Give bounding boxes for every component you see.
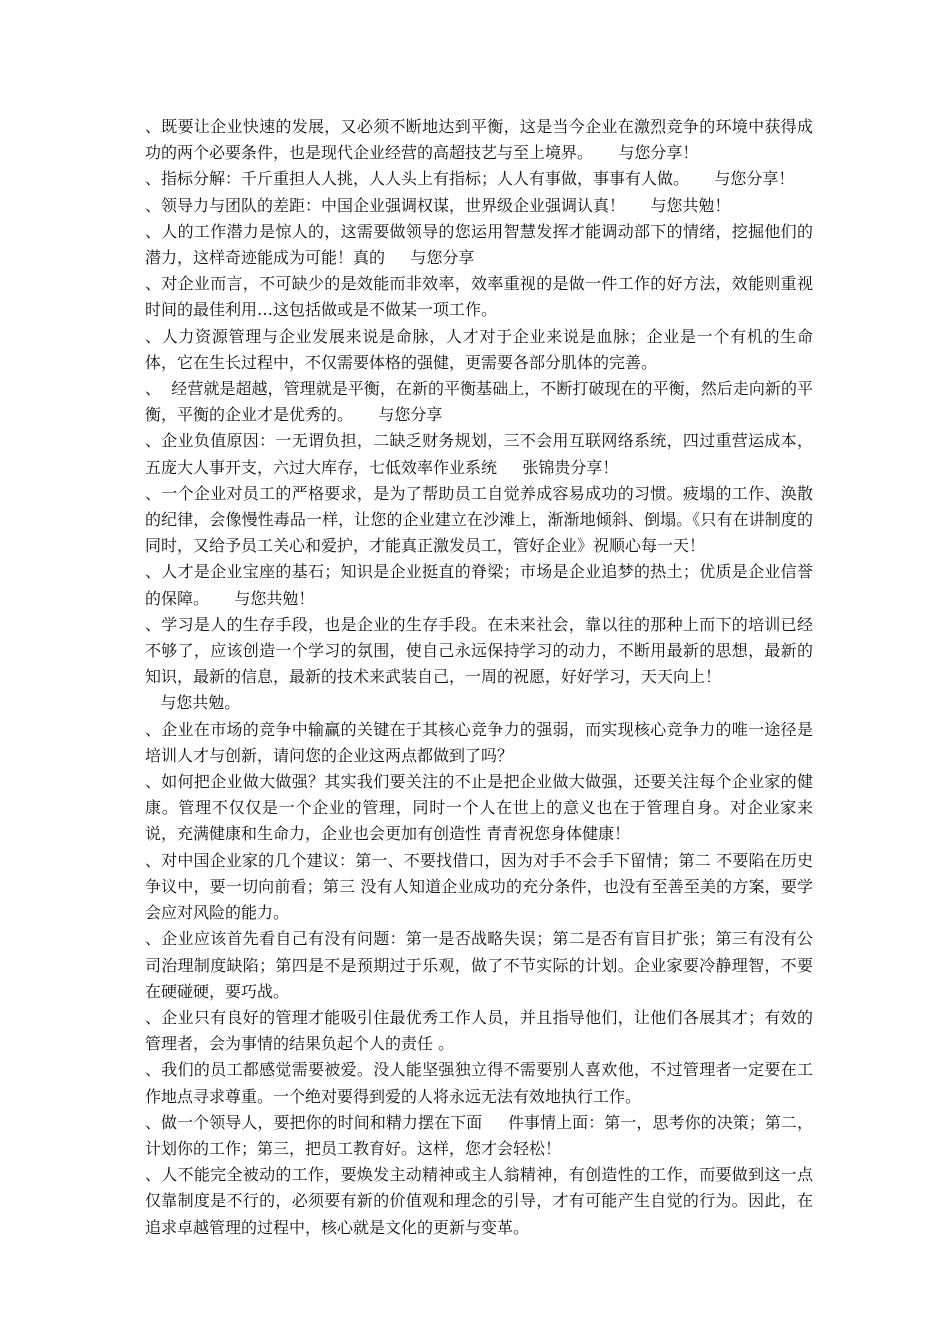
paragraph: 、人不能完全被动的工作，要焕发主动精神或主人翁精神，有创造性的工作，而要做到这一点仅靠制度是不行的，必须要有新的价值观和理念的引导，才有可能产生自觉的行为。因此，在追求卓越管理的过程中，核心就是文化的更新与变革。 [145, 1165, 813, 1237]
document-body [145, 114, 813, 1241]
paragraph: 、学习是人的生存手段，也是企业的生存手段。在未来社会，靠以往的那种上而下的培训已经不够了，应该创造一个学习的氛围，使自己永远保持学习的动力，不断用最新的思想，最新的知识，最新的信息，最新的技术来武装自己，一周的祝愿，好好学习，天天向上！ 与您共勉。 [145, 614, 813, 713]
paragraph: 、人才是企业宝座的基石；知识是企业挺直的脊梁；市场是企业追梦的热土；优质是企业信誉的保障。 与您共勉！ [145, 562, 813, 608]
paragraph: 、对中国企业家的几个建议：第一、不要找借口，因为对手不会手下留情；第二 不要陷在历史争议中，要一切向前看；第三 没有人知道企业成功的充分条件，也没有至善至美的方案，要学会应对风险的能力。 [145, 850, 813, 923]
paragraph: 、企业在市场的竞争中输赢的关键在于其核心竞争力的强弱，而实现核心竞争力的唯一途径是培训人才与创新，请问您的企业这两点都做到了吗？ [145, 719, 813, 765]
paragraph: 、企业负值原因：一无谓负担，二缺乏财务规划，三不会用互联网络系统，四过重营运成本，五庞大人事开支，六过大库存，七低效率作业系统 张锦贵分享！ [145, 431, 813, 477]
paragraph: 、领导力与团队的差距：中国企业强调权谋，世界级企业强调认真！ 与您共勉！ [145, 195, 731, 215]
paragraph: 、人的工作潜力是惊人的，这需要做领导的您运用智慧发挥才能调动部下的情绪，挖掘他们的潜力，这样奇迹能成为可能！真的 与您分享 [145, 221, 813, 268]
paragraph: 、我们的员工都感觉需要被爱。没人能坚强独立得不需要别人喜欢他，不过管理者一定要在工作地点寻求尊重。一个绝对要得到爱的人将永远无法有效地执行工作。 [145, 1060, 813, 1106]
paragraph: 、对企业而言，不可缺少的是效能而非效率，效率重视的是做一件工作的好方法，效能则重视时间的最佳利用…这包括做或是不做某一项工作。 [145, 274, 813, 320]
paragraph: 、一个企业对员工的严格要求，是为了帮助员工自觉养成容易成功的习惯。疲塌的工作、涣散的纪律，会像慢性毒品一样，让您的企业建立在沙滩上，渐渐地倾斜、倒塌。《只有在讲制度的同时，又给予员工关心和爱护，才能真正激发员工，管好企业》祝顺心每一天！ [145, 483, 813, 556]
paragraph: 、如何把企业做大做强？其实我们要关注的不止是把企业做大做强，还要关注每个企业家的健康。管理不仅仅是一个企业的管理，同时一个人在世上的意义也在于管理自身。对企业家来说，充满健康和生命力，企业也会更加有创造性 青青祝您身体健康！ [145, 772, 813, 844]
paragraph: 、企业应该首先看自己有没有问题：第一是否战略失误；第二是否有盲目扩张；第三有没有公司治理制度缺陷；第四是不是预期过于乐观，做了不节实际的计划。企业家要冷静理智，不要在硬碰硬，要巧战。 [145, 929, 813, 1001]
paragraph: 、 经营就是超越，管理就是平衡，在新的平衡基础上，不断打破现在的平衡，然后走向新的平衡，平衡的企业才是优秀的。 与您分享 [145, 379, 813, 425]
paragraph: 、既要让企业快速的发展，又必须不断地达到平衡，这是当今企业在激烈竞争的环境中获得成功的两个必要条件，也是现代企业经营的高超技艺与至上境界。 与您分享！ [145, 117, 813, 163]
paragraph: 、人力资源管理与企业发展来说是命脉，人才对于企业来说是血脉；企业是一个有机的生命体，它在生长过程中，不仅需要体格的强健，更需要各部分肌体的完善。 [145, 326, 813, 372]
paragraph: 、指标分解：千斤重担人人挑，人人头上有指标；人人有事做，事事有人做。 与您分享！ [145, 169, 795, 189]
paragraph: 、做一个领导人，要把你的时间和精力摆在下面 件事情上面：第一，思考你的决策；第二，计划你的工作；第三，把员工教育好。这样，您才会轻松！ [145, 1112, 813, 1158]
paragraph: 、企业只有良好的管理才能吸引住最优秀工作人员，并且指导他们，让他们各展其才；有效的管理者，会为事情的结果负起个人的责任 。 [145, 1007, 813, 1054]
